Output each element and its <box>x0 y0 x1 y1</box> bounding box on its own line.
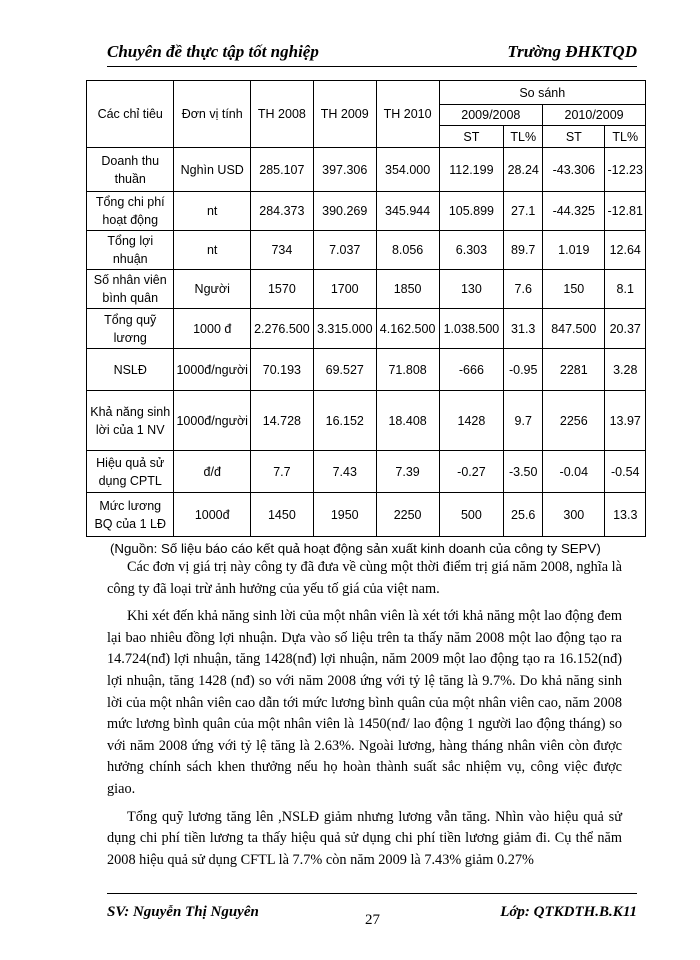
table-cell: 390.269 <box>313 192 376 231</box>
table-row <box>87 451 646 493</box>
table-cell: 1450 <box>250 493 313 537</box>
table-cell: 7.037 <box>313 231 376 270</box>
table-cell: 150 <box>543 270 605 309</box>
table-cell: 12.64 <box>605 231 646 270</box>
body-text <box>107 557 622 877</box>
table-cell: 9.7 <box>504 391 543 451</box>
col-header-indicator: Các chỉ tiêu <box>87 81 174 148</box>
table-row <box>87 192 646 231</box>
table-cell: 27.1 <box>504 192 543 231</box>
table-cell: 285.107 <box>250 148 313 192</box>
page-number: 27 <box>365 912 380 928</box>
table-cell: 28.24 <box>504 148 543 192</box>
table-cell: 16.152 <box>313 391 376 451</box>
table-row <box>87 148 646 192</box>
table-cell: 70.193 <box>250 349 313 391</box>
col-header-st: ST <box>439 126 504 148</box>
table-cell: -12.23 <box>605 148 646 192</box>
header-left: Chuyên đề thực tập tốt nghiệp <box>107 42 319 61</box>
table-cell: -0.95 <box>504 349 543 391</box>
table-cell: -43.306 <box>543 148 605 192</box>
table-cell: 31.3 <box>504 309 543 349</box>
row-label: Tổng lợi nhuận <box>87 231 174 270</box>
table-cell: 18.408 <box>376 391 439 451</box>
table-cell: 25.6 <box>504 493 543 537</box>
paragraph: Tổng quỹ lương tăng lên ,NSLĐ giảm nhưng lương vẫn tăng. Nhìn vào hiệu quả sử dụng chi phí tiền lương ta thấy hiệu quả sử dụng chi phí tiền lương giảm đi. Cụ thể năm 2008 hiệu quả sử dụng CFTL là 7.7% còn năm 2009 là 7.43% giảm 0.27% <box>107 808 622 868</box>
table-row <box>87 309 646 349</box>
table-row <box>87 231 646 270</box>
col-header-unit: Đơn vị tính <box>174 81 250 148</box>
row-label: Mức lương BQ của 1 LĐ <box>87 493 174 537</box>
table-cell: 1.038.500 <box>439 309 504 349</box>
footer-class: Lớp: QTKDTH.B.K11 <box>500 904 637 920</box>
row-label: Doanh thu thuần <box>87 148 174 192</box>
table-header-row <box>87 81 646 105</box>
table-cell: -0.27 <box>439 451 504 493</box>
table-cell: 500 <box>439 493 504 537</box>
col-header-2008: TH 2008 <box>250 81 313 148</box>
table-row <box>87 493 646 537</box>
row-label: Hiệu quả sử dụng CPTL <box>87 451 174 493</box>
table-row <box>87 391 646 451</box>
table-cell: 1950 <box>313 493 376 537</box>
table-cell: 345.944 <box>376 192 439 231</box>
table-cell: 7.39 <box>376 451 439 493</box>
page-header <box>107 40 637 67</box>
table-cell: 8.1 <box>605 270 646 309</box>
table-cell: 1570 <box>250 270 313 309</box>
table-cell: 300 <box>543 493 605 537</box>
table-cell: 3.315.000 <box>313 309 376 349</box>
col-header-tl: TL% <box>504 126 543 148</box>
col-header-tl: TL% <box>605 126 646 148</box>
table-cell: 130 <box>439 270 504 309</box>
col-header-2010-2009: 2010/2009 <box>543 105 646 126</box>
table-cell: 1850 <box>376 270 439 309</box>
footer-student: SV: Nguyễn Thị Nguyên <box>107 904 259 920</box>
row-label: Tổng quỹ lương <box>87 309 174 349</box>
table-cell: 734 <box>250 231 313 270</box>
table-cell: 71.808 <box>376 349 439 391</box>
paragraph: Các đơn vị giá trị này công ty đã đưa về cùng một thời điểm trị giá năm 2008, nghĩa là công ty đã loại trừ ảnh hưởng của yếu tố giá của việt nam. <box>107 559 622 597</box>
row-unit: nt <box>174 231 250 270</box>
table-cell: -666 <box>439 349 504 391</box>
table-cell: 2.276.500 <box>250 309 313 349</box>
row-unit: Người <box>174 270 250 309</box>
summary-table <box>86 80 646 537</box>
table-cell: 13.3 <box>605 493 646 537</box>
col-header-st: ST <box>543 126 605 148</box>
table-cell: 1700 <box>313 270 376 309</box>
table-cell: -0.04 <box>543 451 605 493</box>
table-cell: 6.303 <box>439 231 504 270</box>
row-label: Khả năng sinh lời của 1 NV <box>87 391 174 451</box>
table-cell: 69.527 <box>313 349 376 391</box>
table-cell: 1428 <box>439 391 504 451</box>
table-cell: 13.97 <box>605 391 646 451</box>
table-source-note: (Nguồn: Số liệu báo cáo kết quả hoạt động sản xuất kinh doanh của công ty SEPV) <box>110 541 601 556</box>
table-cell: 354.000 <box>376 148 439 192</box>
row-unit: Nghìn USD <box>174 148 250 192</box>
table-cell: 3.28 <box>605 349 646 391</box>
table-cell: -0.54 <box>605 451 646 493</box>
table-cell: 7.43 <box>313 451 376 493</box>
table-cell: 2256 <box>543 391 605 451</box>
header-right: Trường ĐHKTQD <box>507 42 637 61</box>
col-header-2009-2008: 2009/2008 <box>439 105 543 126</box>
table-cell: 397.306 <box>313 148 376 192</box>
table-cell: 89.7 <box>504 231 543 270</box>
page-footer <box>107 893 637 934</box>
table-cell: -3.50 <box>504 451 543 493</box>
table-cell: 2281 <box>543 349 605 391</box>
row-label: NSLĐ <box>87 349 174 391</box>
row-unit: 1000đ/người <box>174 349 250 391</box>
paragraph: Khi xét đến khả năng sinh lời của một nhân viên là xét tới khả năng một lao động đem lại bao nhiêu đồng lợi nhuận. Dựa vào số liệu trên ta thấy năm 2008 một lao động tạo ra 14.724(nđ) lợi nhuận, tăng 1428(nđ) lợi nhuận, năm 2009 một lao động tạo ra 16.152(nđ) lợi nhuận, tăng 1428 (nđ) so với năm 2008 ứng với tỷ lệ tăng là 9.7%. Do khả năng sinh lời của một nhân viên cao dẫn tới mức lương bình quân của một nhân viên cao, năm 2008 mức lương bình quân của một nhân viên là 1450(nđ/ lao động 1 người lao động tháng) so với năm 2008 ứng với tỷ lệ tăng là 2.63%. Ngoài lương, hàng tháng nhân viên còn được hưởng chính sách khen thưởng nếu họ hoàn thành suất sắc nhiệm vụ, công việc được giao. <box>107 608 622 797</box>
row-label: Tổng chi phí hoạt động <box>87 192 174 231</box>
table-cell: 1.019 <box>543 231 605 270</box>
table-cell: 2250 <box>376 493 439 537</box>
row-unit: 1000 đ <box>174 309 250 349</box>
table-cell: -12.81 <box>605 192 646 231</box>
col-header-2010: TH 2010 <box>376 81 439 148</box>
row-unit: 1000đ <box>174 493 250 537</box>
table-cell: 847.500 <box>543 309 605 349</box>
table-cell: 284.373 <box>250 192 313 231</box>
table-cell: 8.056 <box>376 231 439 270</box>
table-row <box>87 349 646 391</box>
col-header-compare: So sánh <box>439 81 645 105</box>
table-cell: 105.899 <box>439 192 504 231</box>
row-label: Số nhân viên bình quân <box>87 270 174 309</box>
table-cell: 112.199 <box>439 148 504 192</box>
row-unit: nt <box>174 192 250 231</box>
table-row <box>87 270 646 309</box>
table-cell: 7.7 <box>250 451 313 493</box>
table-cell: 4.162.500 <box>376 309 439 349</box>
col-header-2009: TH 2009 <box>313 81 376 148</box>
row-unit: đ/đ <box>174 451 250 493</box>
table-cell: 7.6 <box>504 270 543 309</box>
table-cell: -44.325 <box>543 192 605 231</box>
table-cell: 14.728 <box>250 391 313 451</box>
table-cell: 20.37 <box>605 309 646 349</box>
row-unit: 1000đ/người <box>174 391 250 451</box>
